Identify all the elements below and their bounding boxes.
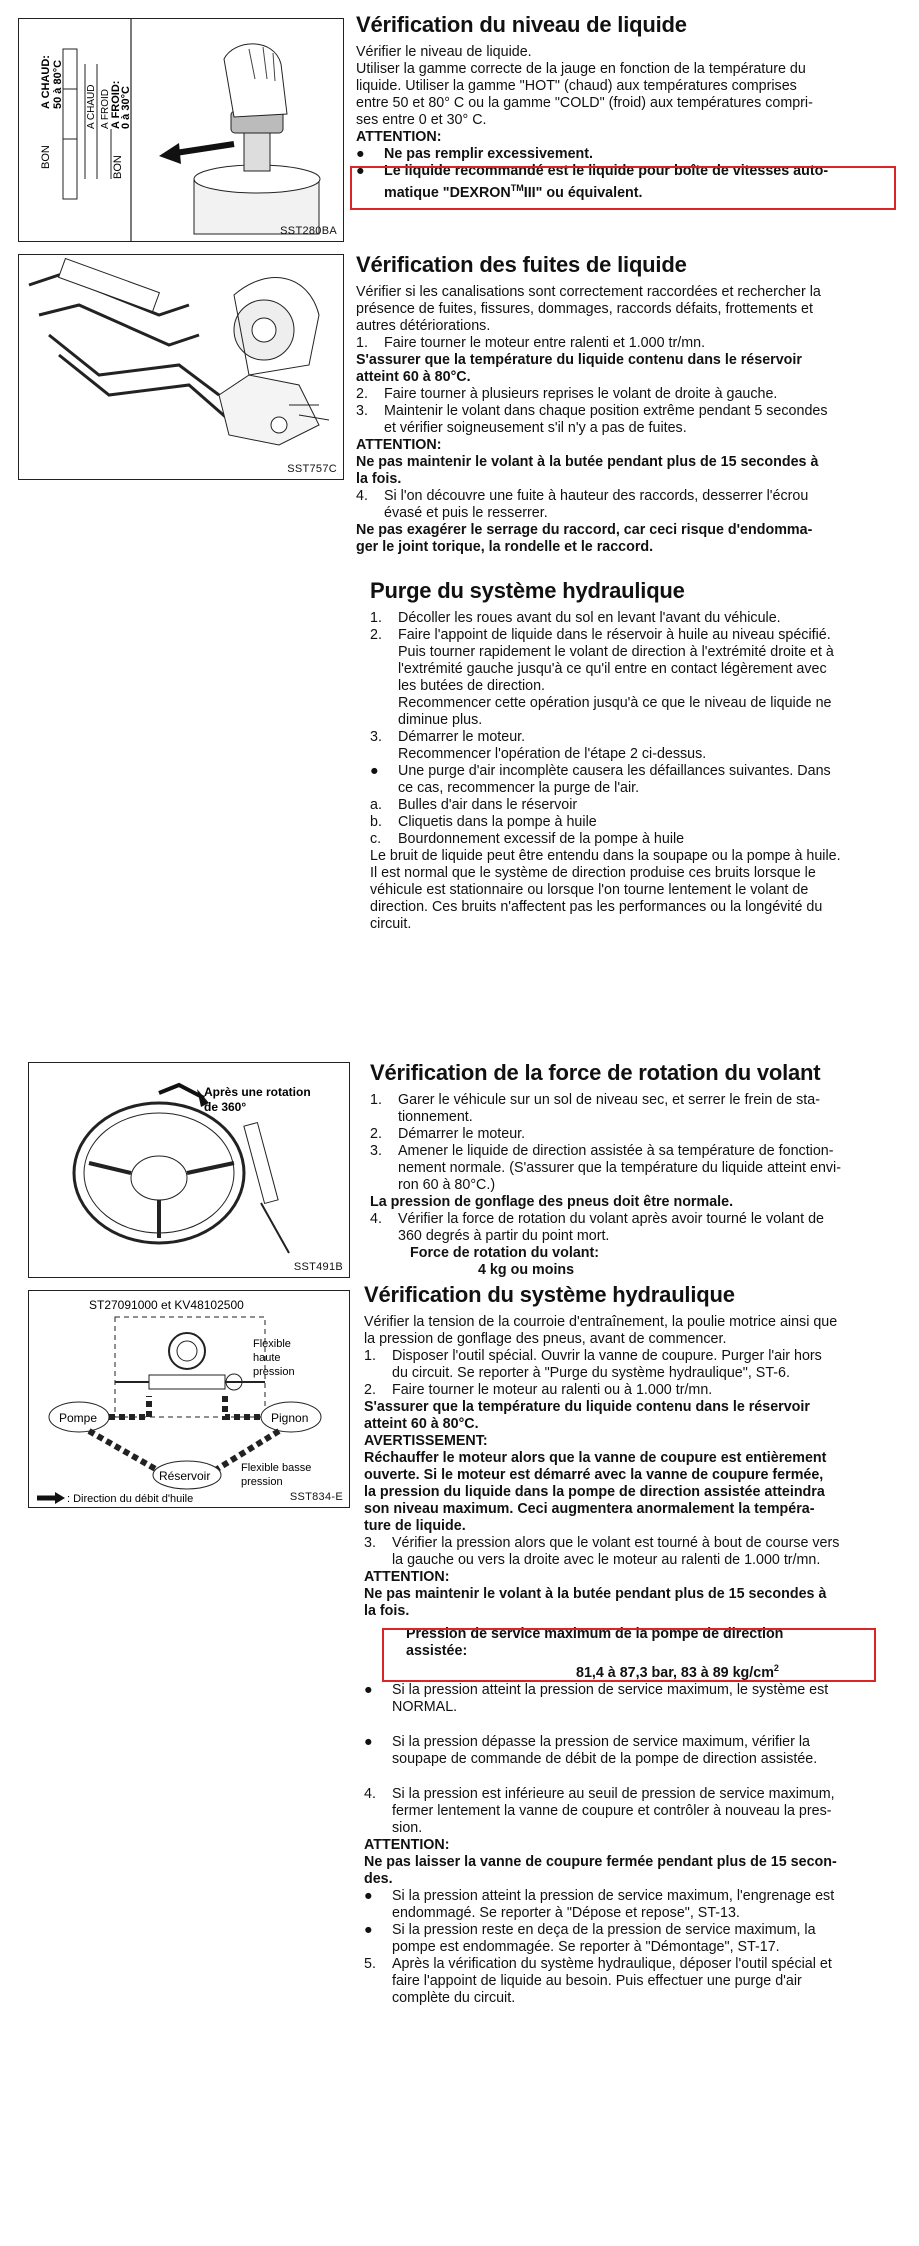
bullet-item: ● Si la pression dépasse la pression de service maximum, vérifier la — [364, 1733, 810, 1750]
list-item: 1. Décoller les roues avant du sol en levant l'avant du véhicule. — [370, 610, 781, 626]
paragraph-line: Vérifier si les canalisations sont correctement raccordées et rechercher la — [356, 284, 821, 300]
spec-label: assistée: — [406, 1643, 468, 1659]
spec-label: Force de rotation du volant: — [410, 1245, 600, 1261]
bullet-item-dexron-cont: matique "DEXRON™III" ou équivalent. — [384, 183, 643, 201]
list-item: 4. Si la pression est inférieure au seuil de pression de service maximum, — [364, 1785, 835, 1802]
reservoir-label: Réservoir — [159, 1469, 211, 1483]
highlight-box-dexron — [350, 166, 896, 210]
bullet-item-cont: NORMAL. — [392, 1698, 458, 1715]
caption-360: de 360° — [204, 1100, 247, 1114]
bold-note: la fois. — [356, 471, 402, 487]
list-item-cont: sion. — [392, 1819, 423, 1836]
fluid-lines-illustration — [19, 255, 343, 479]
paragraph-line: Vérifier la tension de la courroie d'entraînement, la poulie motrice ainsi que — [364, 1314, 838, 1330]
attention-label: ATTENTION: — [364, 1836, 450, 1853]
paragraph-line: autres détériorations. — [356, 318, 491, 334]
paragraph-line: véhicule est stationnaire ou lorsque l'on tourne lentement le volant de — [370, 882, 809, 898]
list-item: a. Bulles d'air dans le réservoir — [370, 797, 578, 813]
paragraph-line: la pression de gonflage des pneus, avant de commencer. — [364, 1331, 727, 1347]
paragraph-line: Le bruit de liquide peut être entendu dans la soupape ou la pompe à huile. — [370, 848, 841, 864]
list-item-cont: fermer lentement la vanne de coupure et contrôler à nouveau la pres- — [392, 1802, 832, 1819]
list-item-cont: Recommencer l'opération de l'étape 2 ci-dessus. — [398, 746, 707, 762]
spec-value: 81,4 à 87,3 bar, 83 à 89 $kg/cm^2$ — [576, 1663, 779, 1681]
paragraph-line: Utiliser la gamme correcte de la jauge en fonction de la température du — [356, 61, 806, 77]
bullet-item: ● Si la pression reste en deça de la pression de service maximum, la — [364, 1921, 816, 1938]
list-item-cont: évasé et puis le resserrer. — [384, 505, 548, 521]
figure-fluid-level-dipstick — [18, 18, 344, 242]
figure-code: SST757C — [287, 463, 337, 475]
flex-high-2: haute — [253, 1352, 281, 1364]
bold-note: Ne pas maintenir le volant à la butée pendant plus de 15 secondes à — [364, 1586, 827, 1602]
bold-note: Ne pas laisser la vanne de coupure fermée pendant plus de 15 secon- — [364, 1853, 837, 1870]
bullet-item: ● Une purge d'air incomplète causera les défaillances suivantes. Dans — [370, 763, 831, 779]
list-item: 3. Démarrer le moteur. — [370, 729, 526, 745]
highlight-box-pressure-spec — [382, 1628, 876, 1682]
list-item-cont: complète du circuit. — [392, 1989, 516, 2006]
label-chaud-range: 50 à 80°C — [52, 59, 64, 109]
list-item: 1. Disposer l'outil spécial. Ouvrir la vanne de coupure. Purger l'air hors — [364, 1348, 822, 1364]
flex-high-1: Flexible — [253, 1338, 291, 1350]
section-title: Vérification de la force de rotation du volant — [370, 1060, 821, 1085]
attention-label: ATTENTION: — [356, 129, 442, 145]
section-title: Vérification du système hydraulique — [364, 1282, 735, 1307]
list-item: 1. Faire tourner le moteur entre ralenti et 1.000 tr/mn. — [356, 335, 706, 351]
section-title: Purge du système hydraulique — [370, 578, 685, 603]
list-item: 5. Après la vérification du système hydraulique, déposer l'outil spécial et — [364, 1955, 832, 1972]
list-item: 3. Amener le liquide de direction assistée à sa température de fonction- — [370, 1143, 834, 1159]
bold-note: Réchauffer le moteur alors que la vanne de coupure est entièrement — [364, 1450, 827, 1466]
bullet-item-cont: ce cas, recommencer la purge de l'air. — [398, 780, 640, 796]
bold-note: S'assurer que la température du liquide contenu dans le réservoir — [364, 1399, 810, 1415]
figure-code: SST834-E — [289, 1491, 343, 1503]
list-item: 4. Si l'on découvre une fuite à hauteur des raccords, desserrer l'écrou — [356, 488, 809, 504]
warning-label: AVERTISSEMENT: — [364, 1433, 488, 1449]
list-item-cont: 360 degrés à partir du point mort. — [398, 1228, 610, 1244]
bold-note: son niveau maximum. Ceci augmentera anormalement la tempéra- — [364, 1501, 815, 1517]
list-item-cont: du circuit. Se reporter à "Purge du système hydraulique", ST-6. — [392, 1365, 790, 1381]
pump-label: Pompe — [59, 1411, 98, 1425]
label-bon-2: BON — [112, 155, 124, 179]
bold-note: Ne pas maintenir le volant à la butée pendant plus de 15 secondes à — [356, 454, 819, 470]
paragraph-line: direction. Ces bruits n'affectent pas les performances ou la longévité du — [370, 899, 823, 915]
list-item: b. Cliquetis dans la pompe à huile — [370, 814, 597, 830]
bold-note: La pression de gonflage des pneus doit être normale. — [370, 1194, 734, 1210]
list-item-cont: faire l'appoint de liquide au besoin. Puis effectuer une purge d'air — [392, 1972, 802, 1989]
flex-low-1: Flexible basse — [241, 1462, 312, 1474]
bold-note: des. — [364, 1870, 393, 1887]
bullet-item-cont: endommagé. Se reporter à "Dépose et repose", ST-13. — [392, 1904, 740, 1921]
list-item: 1. Garer le véhicule sur un sol de niveau sec, et serrer le frein de sta- — [370, 1092, 820, 1108]
spec-value: 4 kg ou moins — [478, 1262, 575, 1278]
label-a-froid-range: A FROID: — [110, 80, 122, 129]
paragraph-line: liquide. Utiliser la gamme "HOT" (chaud) aux températures comprises — [356, 78, 797, 94]
attention-label: ATTENTION: — [356, 437, 442, 453]
list-item: 2. Faire l'appoint de liquide dans le réservoir à huile au niveau spécifié. — [370, 627, 831, 643]
tool-label: ST27091000 et KV48102500 — [89, 1298, 244, 1312]
figure-code: SST280BA — [280, 225, 337, 237]
caption-rotation: Après une rotation — [204, 1085, 311, 1099]
section-title: Vérification du niveau de liquide — [356, 12, 687, 37]
legend-flow: : Direction du débit d'huile — [67, 1493, 194, 1505]
list-item: 2. Faire tourner le moteur au ralenti ou à 1.000 tr/mn. — [364, 1382, 713, 1398]
list-item: 3. Vérifier la pression alors que le volant est tourné à bout de course vers — [364, 1535, 840, 1551]
list-item: 2. Démarrer le moteur. — [370, 1126, 526, 1142]
paragraph-line: Il est normal que le système de direction produise ces bruits lorsque le — [370, 865, 816, 881]
spec-label: Pression de service maximum de la pompe de direction — [406, 1626, 784, 1642]
list-item: 4. Vérifier la force de rotation du volant après avoir tourné le volant de — [370, 1211, 824, 1227]
figure-hydraulic-diagram — [28, 1290, 350, 1508]
list-item-cont: l'extrémité gauche jusqu'à ce qu'il entre en contact légèrement avec — [398, 661, 827, 677]
list-item-cont: les butées de direction. — [398, 678, 546, 694]
bold-note: ture de liquide. — [364, 1518, 466, 1534]
section-fluid-leaks — [356, 252, 891, 556]
bullet-item: ● Ne pas remplir excessivement. — [356, 146, 594, 162]
bold-note: la fois. — [364, 1603, 410, 1619]
flex-high-3: pression — [253, 1366, 295, 1378]
hydraulic-diagram — [29, 1291, 349, 1507]
bold-note: ger le joint torique, la rondelle et le raccord. — [356, 539, 654, 555]
label-a-froid: A FROID — [100, 88, 111, 129]
bullet-item: ● Si la pression atteint la pression de service maximum, l'engrenage est — [364, 1887, 835, 1904]
bullet-item: ● Si la pression atteint la pression de service maximum, le système est — [364, 1681, 829, 1698]
bold-note: atteint 60 à 80°C. — [364, 1416, 479, 1432]
attention-label: ATTENTION: — [364, 1569, 450, 1585]
dipstick-illustration — [19, 19, 343, 241]
list-item-cont: la gauche ou vers la droite avec le moteur au ralenti de 1.000 tr/mn. — [392, 1552, 821, 1568]
steering-wheel-illustration — [29, 1063, 349, 1277]
figure-steering-wheel — [28, 1062, 350, 1278]
label-froid-deg: 0 à 30°C — [120, 86, 132, 129]
label-a-chaud-2: A CHAUD — [86, 84, 97, 129]
list-item-cont: diminue plus. — [398, 712, 483, 728]
section-steering-force — [370, 1060, 890, 1279]
label-bon-1: BON — [40, 145, 52, 169]
label-a-chaud: A CHAUD: — [40, 55, 52, 109]
section-bleeding — [370, 578, 890, 933]
paragraph-line: ses entre 0 et 30° C. — [356, 112, 487, 128]
bullet-item-dexron: ● Le liquide recommandé est le liquide pour boîte de vitesses auto- — [356, 163, 829, 179]
figure-code: SST491B — [293, 1261, 343, 1273]
flex-low-2: pression — [241, 1476, 283, 1488]
list-item-cont: et vérifier soigneusement s'il n'y a pas de fuites. — [384, 420, 687, 436]
paragraph-line: présence de fuites, fissures, dommages, raccords défaits, frottements et — [356, 301, 813, 317]
list-item: 3. Maintenir le volant dans chaque position extrême pendant 5 secondes — [356, 403, 828, 419]
bold-note: Ne pas exagérer le serrage du raccord, car ceci risque d'endomma- — [356, 522, 813, 538]
bold-note: ouverte. Si le moteur est démarré avec la vanne de coupure fermée, — [364, 1467, 824, 1483]
section-title: Vérification des fuites de liquide — [356, 252, 687, 277]
bullet-item-cont: pompe est endommagée. Se reporter à "Démontage", ST-17. — [392, 1938, 780, 1955]
list-item-cont: nement normale. (S'assurer que la température du liquide atteint envi- — [398, 1160, 841, 1176]
figure-fluid-lines — [18, 254, 344, 480]
bold-note: S'assurer que la température du liquide contenu dans le réservoir — [356, 352, 802, 368]
list-item: 2. Faire tourner à plusieurs reprises le volant de droite à gauche. — [356, 386, 778, 402]
bullet-item-cont: soupape de commande de débit de la pompe de direction assistée. — [392, 1750, 818, 1767]
paragraph-line: circuit. — [370, 916, 412, 932]
list-item-cont: Puis tourner rapidement le volant de direction à l'extrémité droite et à — [398, 644, 834, 660]
bold-note: atteint 60 à 80°C. — [356, 369, 471, 385]
bold-note: la pression du liquide dans la pompe de direction assistée atteindra — [364, 1484, 825, 1500]
paragraph-line: entre 50 et 80° C ou la gamme "COLD" (froid) aux températures compri- — [356, 95, 813, 111]
list-item-cont: ron 60 à 80°C.) — [398, 1177, 496, 1193]
pinion-label: Pignon — [271, 1411, 309, 1425]
list-item-cont: Recommencer cette opération jusqu'à ce que le niveau de liquide ne — [398, 695, 832, 711]
list-item: c. Bourdonnement excessif de la pompe à huile — [370, 831, 685, 847]
paragraph: Vérifier le niveau de liquide. — [356, 44, 532, 60]
list-item-cont: tionnement. — [398, 1109, 473, 1125]
